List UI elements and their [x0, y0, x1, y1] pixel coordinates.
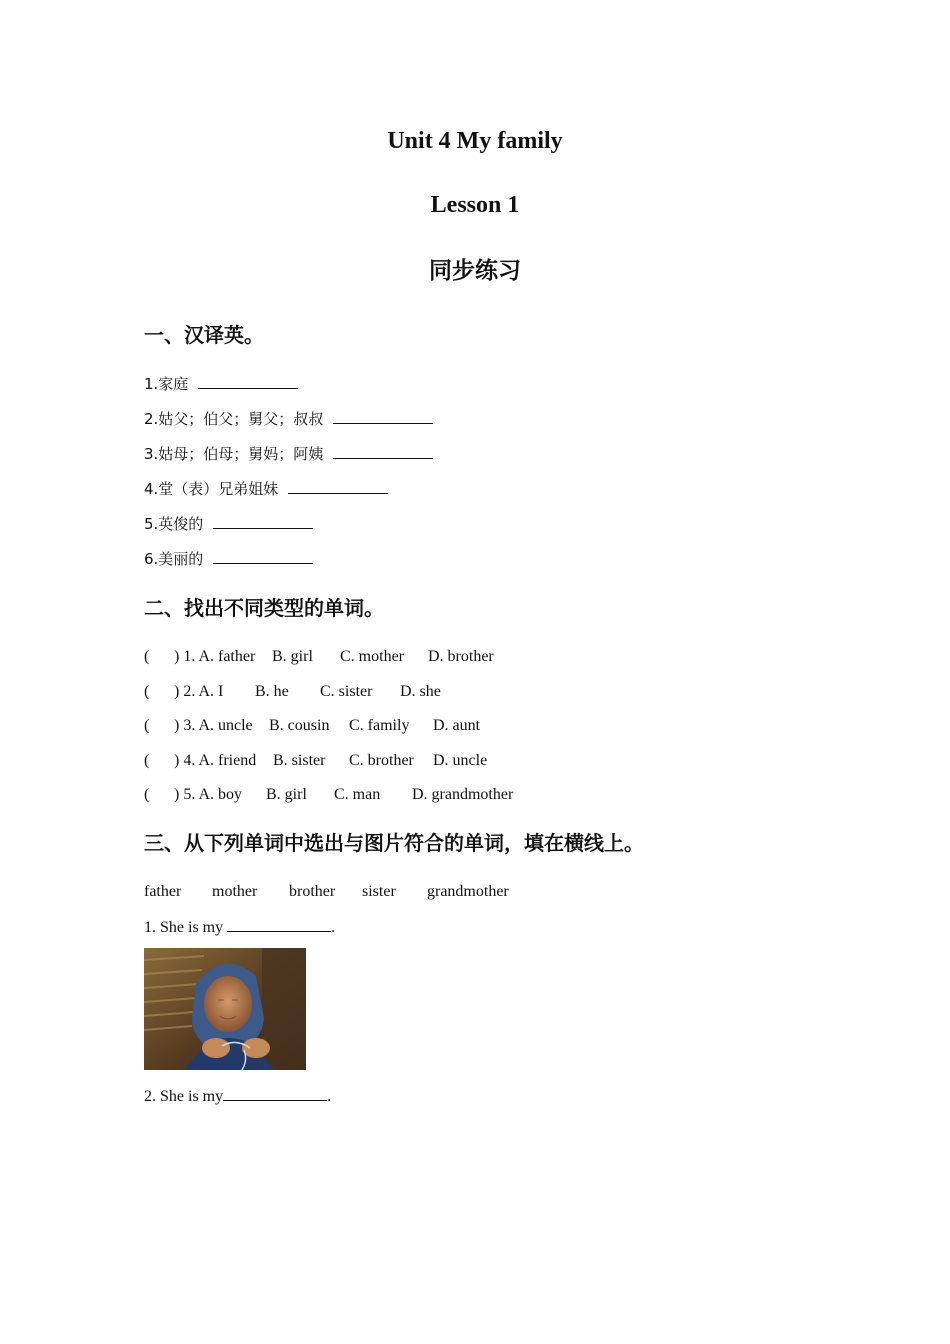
- translate-item: [144, 514, 313, 535]
- section-2-heading: 二、找出不同类型的单词。: [144, 596, 384, 620]
- translate-item: [144, 549, 313, 570]
- word-bank-item: father: [144, 883, 182, 900]
- option-b: B. he: [255, 683, 289, 700]
- subtitle: 同步练习: [429, 258, 521, 284]
- question-end: .: [331, 919, 336, 936]
- word-bank-item: mother: [212, 883, 258, 900]
- item-label: 2.姑父；伯父；舅父；叔叔: [144, 410, 324, 428]
- question-text: 1. She is my: [144, 919, 228, 936]
- section-3-heading: 三、从下列单词中选出与图片符合的单词，填在横线上。: [144, 831, 644, 855]
- answer-paren[interactable]: (: [144, 683, 150, 700]
- answer-blank[interactable]: [213, 549, 313, 564]
- option-d: D. grandmother: [412, 786, 514, 803]
- word-bank-item: sister: [362, 883, 396, 900]
- grandmother-photo: [144, 948, 306, 1070]
- word-bank-item: brother: [289, 883, 336, 900]
- answer-blank[interactable]: [288, 479, 388, 494]
- option-c: C. sister: [320, 683, 373, 700]
- answer-paren[interactable]: (: [144, 648, 150, 665]
- option-b: B. girl: [272, 648, 313, 665]
- translate-item: [144, 409, 433, 430]
- item-label: 4.堂（表）兄弟姐妹: [144, 480, 279, 498]
- page-title: Unit 4 My family: [387, 128, 563, 154]
- section-1-heading: 一、汉译英。: [144, 323, 264, 347]
- lesson-title: Lesson 1: [430, 192, 520, 218]
- answer-paren[interactable]: (: [144, 717, 150, 734]
- answer-blank[interactable]: [333, 444, 433, 459]
- option-d: D. brother: [428, 648, 494, 665]
- option-d: D. aunt: [433, 717, 481, 734]
- translate-item: [144, 444, 433, 465]
- option-b: B. cousin: [269, 717, 330, 734]
- picture-question-1: [144, 917, 335, 938]
- picture-question-2: [144, 1086, 331, 1107]
- answer-blank[interactable]: [198, 374, 298, 389]
- answer-paren[interactable]: (: [144, 752, 150, 769]
- option-a: ) 4. A. friend: [174, 752, 257, 769]
- item-label: 5.英俊的: [144, 515, 204, 533]
- option-d: D. she: [400, 683, 441, 700]
- answer-blank[interactable]: [213, 514, 313, 529]
- option-a: ) 5. A. boy: [174, 786, 242, 803]
- option-c: C. family: [349, 717, 410, 734]
- option-a: ) 1. A. father: [174, 648, 256, 665]
- option-a: ) 2. A. I: [174, 683, 224, 700]
- option-b: B. sister: [273, 752, 326, 769]
- answer-blank[interactable]: [223, 1086, 327, 1101]
- answer-blank[interactable]: [227, 917, 331, 932]
- answer-paren[interactable]: (: [144, 786, 150, 803]
- option-c: C. mother: [340, 648, 404, 665]
- option-b: B. girl: [266, 786, 307, 803]
- question-end: .: [327, 1088, 332, 1105]
- item-label: 3.姑母；伯母；舅妈；阿姨: [144, 445, 324, 463]
- word-bank-item: grandmother: [427, 883, 509, 900]
- item-label: 6.美丽的: [144, 550, 204, 568]
- answer-blank[interactable]: [333, 409, 433, 424]
- option-d: D. uncle: [433, 752, 488, 769]
- question-text: 2. She is my: [144, 1088, 224, 1105]
- option-a: ) 3. A. uncle: [174, 717, 253, 734]
- option-c: C. man: [334, 786, 381, 803]
- translate-item: [144, 479, 388, 500]
- translate-item: [144, 374, 298, 395]
- option-c: C. brother: [349, 752, 414, 769]
- item-label: 1.家庭: [144, 375, 189, 393]
